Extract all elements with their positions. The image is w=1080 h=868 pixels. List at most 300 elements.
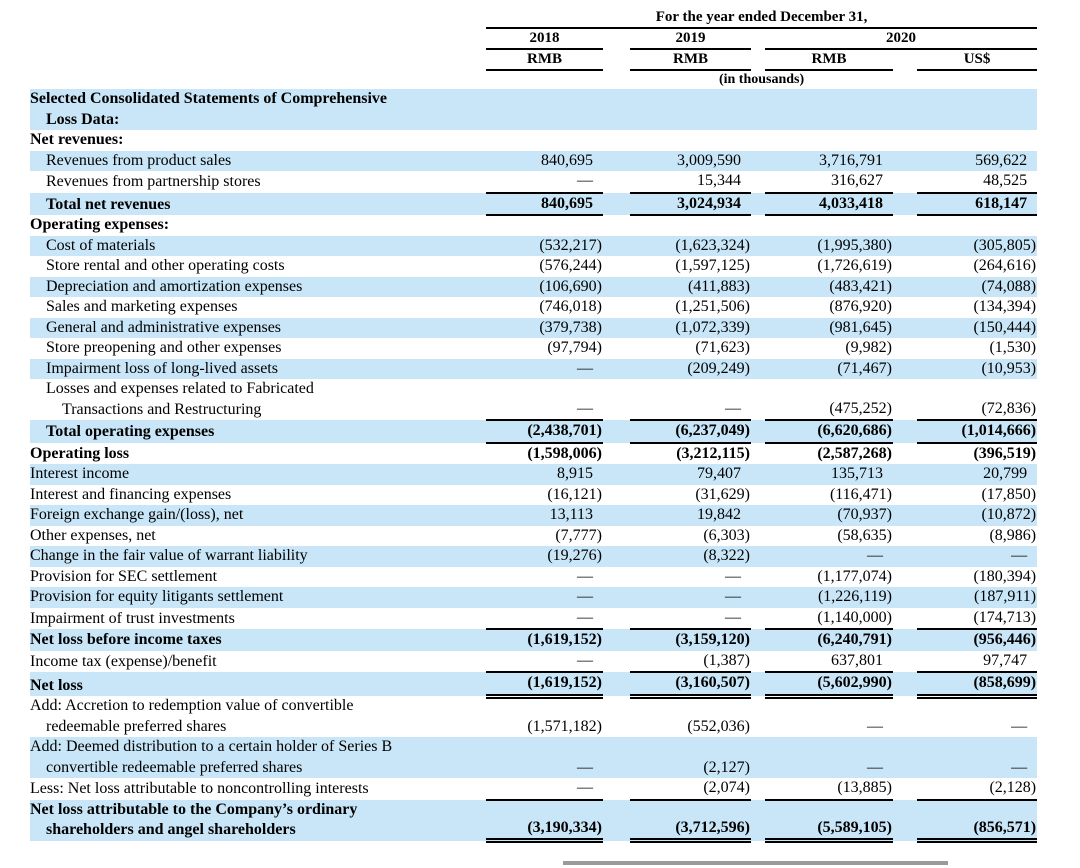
column-gap (751, 587, 765, 608)
header-spanner-row (30, 8, 1037, 28)
column-gap (893, 49, 917, 70)
cell-2019-rmb: (411,883) (630, 277, 751, 298)
cell-2020-rmb: 637,801 (765, 651, 893, 673)
cell-2018-rmb: (16,121) (547, 485, 602, 503)
cell-2020-usd (917, 215, 1037, 236)
cell-2019-rmb: — (630, 587, 751, 608)
row-label (30, 485, 486, 506)
row-label-line1: Net loss attributable to the Company’s ordinary (30, 800, 358, 818)
column-gap (603, 359, 630, 380)
row-label-line1: Net loss before income taxes (30, 631, 222, 648)
cell-2019-rmb: (1,251,506) (675, 298, 750, 315)
column-gap (603, 318, 630, 339)
table-row (30, 379, 1037, 420)
column-gap (893, 89, 917, 130)
row-label-line1: Total net revenues (46, 195, 171, 213)
table-body (30, 89, 1037, 841)
cell-2020-rmb: (1,726,619) (817, 257, 892, 274)
table-row (30, 546, 1037, 567)
column-gap (603, 587, 630, 608)
cell-2020-usd: 618,147 (917, 193, 1037, 216)
cell-2020-rmb: (1,995,380) (765, 236, 893, 257)
row-label (30, 236, 486, 257)
cell-2020-rmb: (2,587,268) (817, 444, 892, 462)
column-gap (893, 696, 917, 737)
cell-2019-rmb: 19,842 (630, 505, 751, 526)
cell-2018-rmb: — (486, 608, 603, 630)
cell-2018-rmb: (379,738) (486, 318, 603, 339)
column-gap (751, 297, 765, 318)
row-label (30, 171, 486, 193)
cell-2019-rmb: (3,159,120) (630, 629, 751, 651)
cell-2020-rmb: (475,252) (765, 379, 893, 420)
column-gap (603, 49, 630, 70)
cell-2020-rmb: 135,713 (765, 464, 893, 485)
cell-2020-usd: — (917, 546, 1037, 567)
header-empty-cell (30, 49, 486, 70)
cell-2018-rmb: (1,619,152) (486, 629, 603, 651)
header-currency-2019-rmb: RMB (630, 49, 751, 70)
cell-2018-rmb: (106,690) (486, 277, 603, 298)
column-gap (603, 672, 630, 696)
row-label (30, 379, 486, 420)
financial-statement-page (0, 8, 1080, 868)
table-row (30, 629, 1037, 651)
column-gap (751, 567, 765, 588)
cell-2019-rmb: 79,407 (630, 464, 751, 485)
column-gap (893, 778, 917, 800)
column-gap (751, 379, 765, 420)
table-row (30, 464, 1037, 485)
column-gap (751, 151, 765, 172)
partial-next-table-rule (563, 861, 948, 865)
column-gap (603, 297, 630, 318)
column-gap (603, 737, 630, 778)
column-gap (893, 737, 917, 778)
header-year-2020: 2020 (765, 28, 1037, 49)
row-label-line1: Interest and financing expenses (30, 485, 232, 503)
cell-2020-rmb: (70,937) (765, 505, 893, 526)
column-gap (751, 485, 765, 506)
row-label (30, 505, 486, 526)
table-row (30, 567, 1037, 588)
table-row (30, 215, 1037, 236)
table-row (30, 420, 1037, 443)
cell-2018-rmb: 8,915 (486, 464, 603, 485)
column-gap (751, 338, 765, 359)
cell-2018-rmb (486, 89, 603, 130)
header-currency-2020-rmb: RMB (765, 49, 893, 70)
cell-2020-usd: (150,444) (917, 318, 1037, 339)
column-gap (751, 672, 765, 696)
column-gap (603, 567, 630, 588)
cell-2018-rmb: — (486, 171, 603, 193)
table-row (30, 696, 1037, 737)
row-label (30, 193, 486, 216)
cell-2019-rmb: (71,623) (695, 339, 750, 356)
column-gap (603, 89, 630, 130)
row-label-line1: Provision for SEC settlement (30, 567, 218, 585)
cell-2020-rmb: (876,920) (829, 298, 892, 315)
cell-2020-usd: 569,622 (917, 151, 1037, 172)
column-gap (893, 215, 917, 236)
row-label (30, 800, 486, 841)
column-gap (603, 193, 630, 216)
table-row (30, 443, 1037, 465)
cell-2020-usd: (2,128) (917, 778, 1037, 800)
cell-2019-rmb: — (630, 379, 751, 420)
cell-2019-rmb: (6,237,049) (630, 420, 751, 443)
cell-2019-rmb (630, 130, 751, 151)
column-gap (751, 464, 765, 485)
row-label (30, 526, 486, 547)
row-label-line1: Operating expenses: (30, 216, 170, 233)
row-label-line1: Revenues from partnership stores (46, 173, 261, 190)
row-label (30, 338, 486, 359)
column-gap (603, 151, 630, 172)
column-gap (751, 526, 765, 547)
cell-2020-usd: (187,911) (917, 587, 1037, 608)
row-label-line2: redeemable preferred shares (46, 717, 227, 735)
table-row (30, 485, 1037, 506)
cell-2019-rmb: (2,127) (630, 737, 751, 778)
row-label (30, 130, 486, 151)
cell-2020-usd: (72,836) (917, 379, 1037, 420)
column-gap (603, 130, 630, 151)
table-row (30, 171, 1037, 193)
row-label (30, 737, 486, 778)
row-label-line1: Impairment of trust investments (30, 609, 235, 627)
row-label (30, 318, 486, 339)
table-row (30, 526, 1037, 547)
column-gap (751, 629, 765, 651)
row-label (30, 608, 486, 630)
cell-2020-rmb: (1,177,074) (817, 567, 892, 585)
row-label-line1: Other expenses, net (30, 526, 156, 544)
table-row (30, 587, 1037, 608)
header-year-2019: 2019 (630, 28, 751, 49)
cell-2019-rmb: (3,712,596) (630, 800, 751, 841)
column-gap (603, 256, 630, 277)
column-gap (603, 546, 630, 567)
cell-2020-usd: (10,872) (917, 505, 1037, 526)
comprehensive-loss-table (30, 8, 1037, 843)
cell-2018-rmb: (3,190,334) (486, 800, 603, 841)
cell-2019-rmb: (1,597,125) (675, 257, 750, 274)
table-row (30, 236, 1037, 257)
row-label (30, 151, 486, 172)
column-gap (893, 338, 917, 359)
cell-2019-rmb: — (630, 608, 751, 630)
header-year-2018: 2018 (486, 28, 603, 49)
column-gap (603, 215, 630, 236)
column-gap (893, 800, 917, 841)
cell-2018-rmb: (7,777) (555, 526, 602, 544)
unit-note: (in thousands) (718, 72, 805, 87)
table-row (30, 338, 1037, 359)
cell-2019-rmb: (31,629) (695, 485, 750, 503)
column-gap (893, 485, 917, 506)
cell-2018-rmb: (1,619,152) (486, 672, 603, 696)
row-label-line2: shareholders and angel shareholders (46, 821, 296, 838)
column-gap (893, 587, 917, 608)
column-gap (893, 256, 917, 277)
cell-2018-rmb: — (577, 567, 593, 585)
column-gap (603, 277, 630, 298)
column-gap (751, 696, 765, 737)
row-label (30, 546, 486, 567)
column-gap (893, 464, 917, 485)
cell-2019-rmb: 15,344 (630, 171, 751, 193)
cell-2019-rmb (630, 215, 751, 236)
cell-2020-usd: (305,805) (917, 236, 1037, 257)
cell-2019-rmb (630, 89, 751, 130)
cell-2020-rmb: — (867, 717, 883, 735)
cell-2019-rmb: 3,024,934 (630, 193, 751, 216)
column-gap (751, 171, 765, 193)
row-label-line2: Transactions and Restructuring (62, 400, 262, 418)
table-row (30, 359, 1037, 380)
column-gap (893, 505, 917, 526)
row-label-line1: Depreciation and amortization expenses (46, 277, 303, 295)
cell-2018-rmb: 840,695 (486, 193, 603, 216)
table-header (30, 8, 1037, 89)
cell-2020-rmb: (981,645) (765, 318, 893, 339)
column-gap (751, 193, 765, 216)
column-gap (893, 420, 917, 443)
table-row (30, 608, 1037, 630)
cell-2020-usd: (134,394) (973, 298, 1037, 315)
column-gap (603, 464, 630, 485)
row-label-line1: Interest income (30, 465, 130, 482)
cell-2020-rmb: (483,421) (765, 277, 893, 298)
column-gap (893, 608, 917, 630)
row-label-line1: Revenues from product sales (46, 151, 232, 169)
cell-2019-rmb: (3,212,115) (676, 444, 750, 462)
row-label (30, 672, 486, 696)
column-gap (603, 236, 630, 257)
row-label-line1: Impairment loss of long-lived assets (46, 359, 278, 377)
column-gap (893, 171, 917, 193)
row-label (30, 256, 486, 277)
cell-2018-rmb: 840,695 (486, 151, 603, 172)
column-gap (603, 171, 630, 193)
cell-2020-usd: (396,519) (973, 444, 1037, 462)
column-gap (893, 672, 917, 696)
column-gap (603, 443, 630, 465)
cell-2018-rmb: 13,113 (486, 505, 603, 526)
row-label (30, 696, 486, 737)
column-gap (751, 277, 765, 298)
row-label-line1: Provision for equity litigants settlement (30, 588, 284, 605)
cell-2020-rmb: (6,240,791) (765, 629, 893, 651)
column-gap (893, 546, 917, 567)
cell-2020-usd (917, 130, 1037, 151)
cell-2018-rmb: — (486, 651, 603, 673)
column-gap (893, 359, 917, 380)
column-gap (603, 28, 630, 49)
column-gap (893, 443, 917, 465)
column-gap (751, 651, 765, 673)
column-gap (603, 800, 630, 841)
cell-2019-rmb: (209,249) (630, 359, 751, 380)
column-gap (603, 505, 630, 526)
cell-2020-rmb: (1,226,119) (765, 587, 893, 608)
column-gap (603, 696, 630, 737)
row-label-line1: Store preopening and other expenses (46, 339, 282, 356)
row-label-line1: Selected Consolidated Statements of Comprehensive (30, 90, 388, 107)
cell-2019-rmb: (2,074) (630, 778, 751, 800)
row-label (30, 215, 486, 236)
column-gap (751, 89, 765, 130)
cell-2020-usd: (174,713) (917, 608, 1037, 630)
cell-2020-rmb: 316,627 (765, 171, 893, 193)
column-gap (751, 778, 765, 800)
column-gap (603, 651, 630, 673)
cell-2020-rmb: (58,635) (837, 526, 892, 544)
table-row (30, 193, 1037, 216)
column-gap (893, 651, 917, 673)
cell-2020-usd: (1,014,666) (917, 420, 1037, 443)
column-gap (603, 778, 630, 800)
column-gap (893, 567, 917, 588)
table-row (30, 130, 1037, 151)
row-label-line1: Losses and expenses related to Fabricated (46, 380, 314, 397)
column-gap (751, 49, 765, 70)
row-label (30, 651, 486, 673)
cell-2018-rmb (486, 130, 603, 151)
row-label-line1: Net revenues: (30, 131, 124, 148)
column-gap (893, 193, 917, 216)
row-label (30, 778, 486, 800)
header-empty-cell (30, 28, 486, 49)
cell-2018-rmb: — (486, 359, 603, 380)
cell-2020-usd: (17,850) (981, 485, 1037, 503)
row-label-line1: Less: Net loss attributable to noncontrolling interests (30, 780, 369, 797)
cell-2020-usd: — (917, 737, 1037, 778)
cell-2020-rmb: (6,620,686) (765, 420, 893, 443)
row-label-line1: Sales and marketing expenses (46, 298, 238, 315)
cell-2020-rmb: (1,140,000) (765, 608, 893, 630)
column-gap (751, 420, 765, 443)
cell-2019-rmb: (3,160,507) (630, 672, 751, 696)
column-gap (751, 443, 765, 465)
table-row (30, 297, 1037, 318)
row-label-line1: Income tax (expense)/benefit (30, 652, 217, 670)
header-currency-row (30, 49, 1037, 70)
column-gap (603, 338, 630, 359)
header-spanner: For the year ended December 31, (486, 8, 1037, 28)
cell-2018-rmb: (2,438,701) (486, 420, 603, 443)
cell-2019-rmb: (6,303) (703, 526, 750, 544)
cell-2020-usd: 20,799 (917, 464, 1037, 485)
cell-2019-rmb: (1,072,339) (630, 318, 751, 339)
row-label-line2: Loss Data: (46, 110, 120, 128)
row-label (30, 420, 486, 443)
column-gap (893, 629, 917, 651)
column-gap (751, 800, 765, 841)
table-row (30, 800, 1037, 841)
column-gap (751, 359, 765, 380)
cell-2018-rmb: (1,598,006) (527, 444, 602, 462)
row-label (30, 359, 486, 380)
column-gap (751, 256, 765, 277)
column-gap (751, 737, 765, 778)
cell-2018-rmb: (532,217) (486, 236, 603, 257)
row-label-line2: convertible redeemable preferred shares (46, 758, 303, 776)
row-label (30, 464, 486, 485)
column-gap (893, 236, 917, 257)
table-row (30, 737, 1037, 778)
header-unit-row (30, 70, 1037, 89)
cell-2020-rmb (765, 89, 893, 130)
cell-2020-usd: (956,446) (917, 629, 1037, 651)
row-label-line1: Net loss (30, 676, 83, 694)
table-row (30, 89, 1037, 130)
row-label-line1: Change in the fair value of warrant liability (30, 547, 308, 564)
cell-2018-rmb: — (486, 778, 603, 800)
cell-2020-rmb: (5,589,105) (765, 800, 893, 841)
row-label-line1: Total operating expenses (46, 423, 215, 440)
table-row (30, 318, 1037, 339)
cell-2020-usd: (858,699) (917, 672, 1037, 696)
header-currency-2020-usd: US$ (917, 49, 1037, 70)
column-gap (751, 28, 765, 49)
table-row (30, 778, 1037, 800)
row-label-line1: General and administrative expenses (46, 318, 282, 336)
cell-2020-rmb (765, 215, 893, 236)
table-row (30, 151, 1037, 172)
header-empty-cell (30, 70, 486, 89)
column-gap (893, 526, 917, 547)
cell-2020-usd: (180,394) (973, 567, 1037, 585)
cell-2020-usd: 48,525 (917, 171, 1037, 193)
column-gap (893, 151, 917, 172)
row-label-line1: Add: Deemed distribution to a certain holder of Series B (30, 738, 393, 755)
column-gap (603, 420, 630, 443)
row-label-line1: Cost of materials (46, 236, 156, 254)
column-gap (751, 318, 765, 339)
cell-2020-usd: (10,953) (917, 359, 1037, 380)
table-row (30, 277, 1037, 298)
row-label-line1: Operating loss (30, 444, 130, 462)
cell-2019-rmb: — (725, 567, 741, 585)
cell-2019-rmb: (8,322) (630, 546, 751, 567)
column-gap (751, 608, 765, 630)
row-label-line1: Foreign exchange gain/(loss), net (30, 506, 244, 523)
column-gap (603, 379, 630, 420)
column-gap (893, 318, 917, 339)
cell-2019-rmb: (1,387) (630, 651, 751, 673)
cell-2020-rmb: — (765, 737, 893, 778)
table-row (30, 672, 1037, 696)
row-label (30, 587, 486, 608)
cell-2020-usd (917, 89, 1037, 130)
cell-2020-usd: (1,530) (989, 339, 1037, 356)
cell-2020-rmb (765, 130, 893, 151)
row-label-line1: Store rental and other operating costs (46, 257, 285, 274)
row-label (30, 629, 486, 651)
column-gap (603, 629, 630, 651)
cell-2018-rmb: (19,276) (486, 546, 603, 567)
row-label (30, 297, 486, 318)
column-gap (893, 297, 917, 318)
table-row (30, 256, 1037, 277)
cell-2019-rmb: 3,009,590 (630, 151, 751, 172)
cell-2020-usd: (74,088) (917, 277, 1037, 298)
row-label (30, 443, 486, 465)
cell-2019-rmb: (552,036) (687, 717, 750, 735)
